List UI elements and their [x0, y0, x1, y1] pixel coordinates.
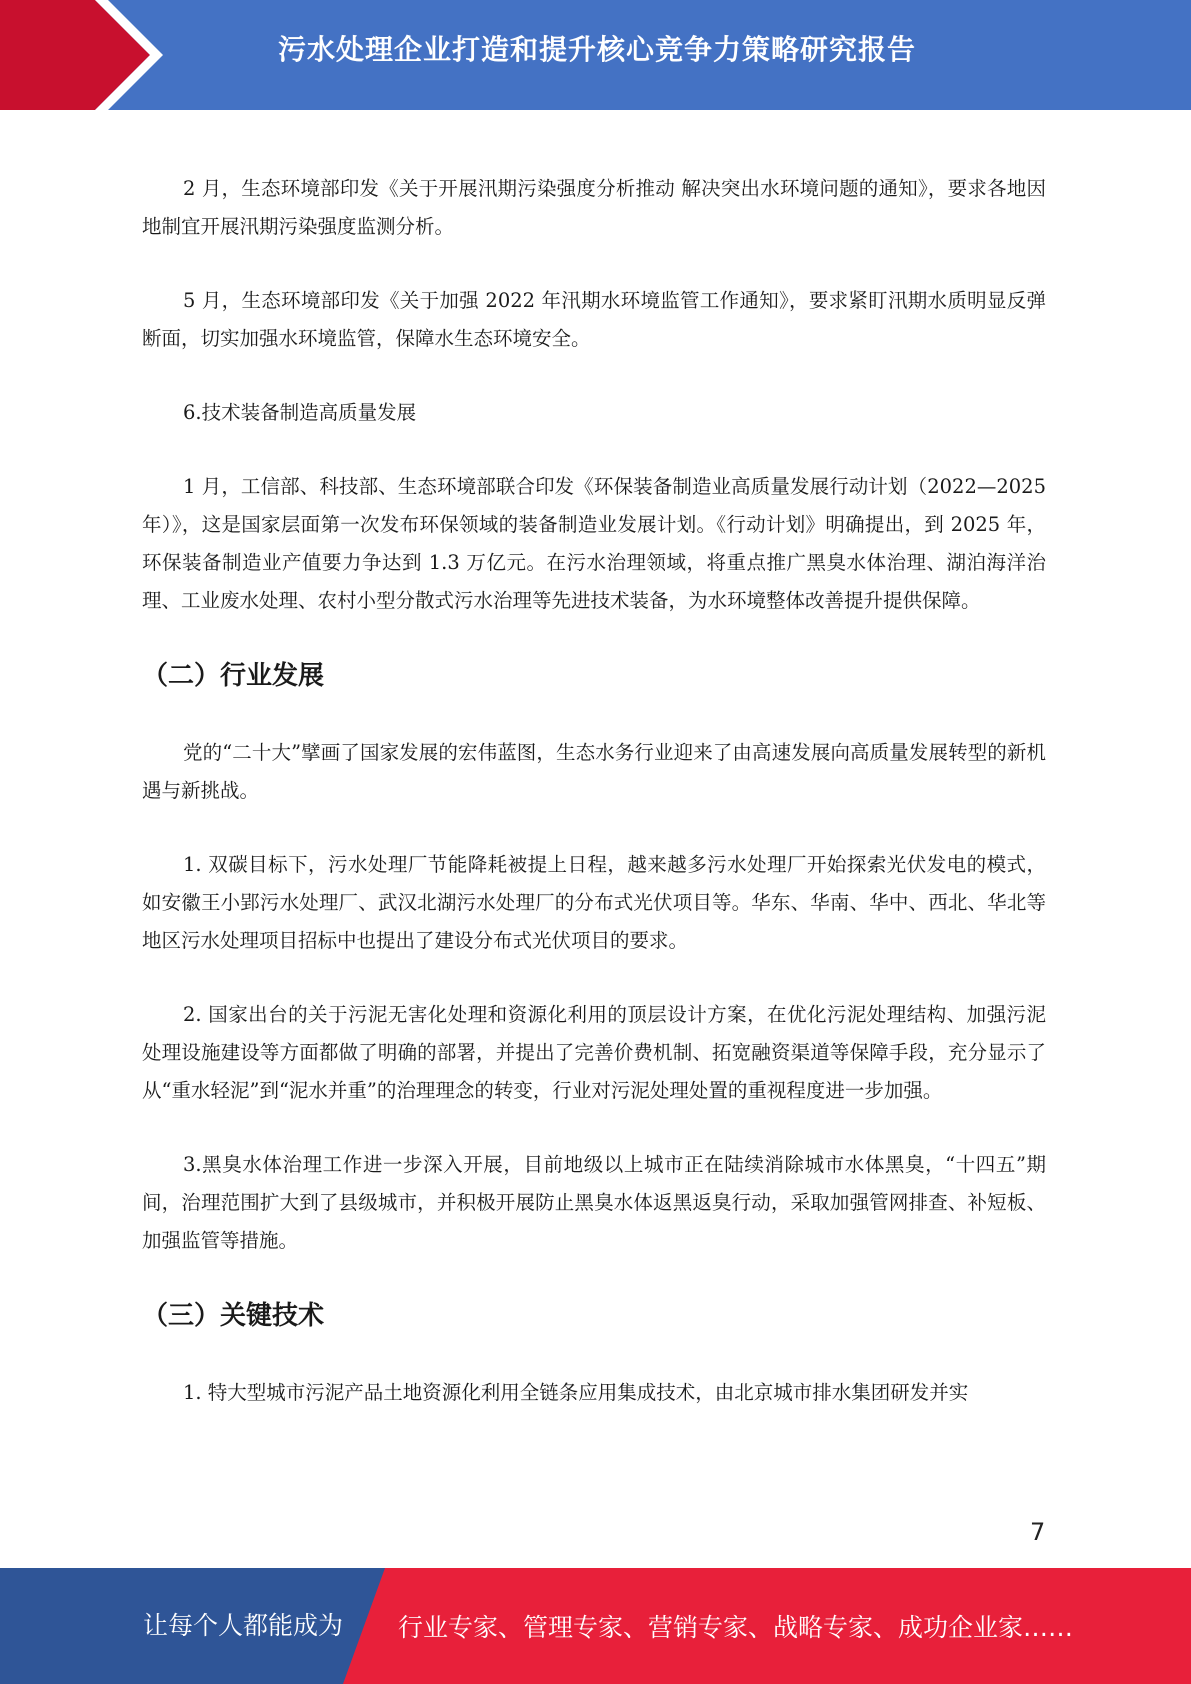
report-title: 污水处理企业打造和提升核心竞争力策略研究报告	[278, 33, 917, 66]
paragraph: 2. 国家出台的关于污泥无害化处理和资源化利用的顶层设计方案，在优化污泥处理结构、加强污泥处理设施建设等方面都做了明确的部署，并提出了完善价费机制、拓宽融资渠道等保障手段，充分显示了从“重水轻泥”到“泥水并重”的治理理念的转变，行业对污泥处理处置的重视程度进一步加强。	[142, 1003, 1046, 1102]
subsection-title: 6.技术装备制造高质量发展	[183, 401, 417, 424]
paragraph: 1. 双碳目标下，污水处理厂节能降耗被提上日程，越来越多污水处理厂开始探索光伏发电的模式，如安徽王小郢污水处理厂、武汉北湖污水处理厂的分布式光伏项目等。华东、华南、华中、西北、华北等地区污水处理项目招标中也提出了建设分布式光伏项目的要求。	[142, 853, 1046, 952]
paragraph: 2 月，生态环境部印发《关于开展汛期污染强度分析推动 解决突出水环境问题的通知》，要求各地因地制宜开展汛期污染强度监测分析。	[142, 177, 1046, 238]
section-heading: （二）行业发展	[142, 661, 325, 691]
paragraph: 1 月，工信部、科技部、生态环境部联合印发《环保装备制造业高质量发展行动计划（2022—2025 年）》，这是国家层面第一次发布环保领域的装备制造业发展计划。《行动计划》明确提出，到 2025 年，环保装备制造业产值要力争达到 1.3 万亿元。在污水治理领域，将重点推广黑臭水体治理、湖泊海洋治理、工业废水处理、农村小型分散式污水治理等先进技术装备，为水环境整体改善提升提供保障。	[142, 475, 1046, 612]
page-number: 7	[1030, 1518, 1046, 1546]
document-body	[142, 170, 1046, 1448]
footer-slogan-left: 让每个人都能成为	[143, 1611, 344, 1640]
page-header	[0, 0, 1191, 110]
red-arrow-shape	[0, 0, 150, 110]
paragraph: 3.黑臭水体治理工作进一步深入开展，目前地级以上城市正在陆续消除城市水体黑臭，“十四五”期间，治理范围扩大到了县级城市，并积极开展防止黑臭水体返黑返臭行动，采取加强管网排查、补短板、加强监管等措施。	[142, 1153, 1046, 1252]
paragraph: 1. 特大型城市污泥产品土地资源化利用全链条应用集成技术，由北京城市排水集团研发并实	[183, 1381, 969, 1404]
footer-slogan-right: 行业专家、管理专家、营销专家、战略专家、成功企业家……	[398, 1613, 1074, 1642]
paragraph: 党的“二十大”擘画了国家发展的宏伟蓝图，生态水务行业迎来了由高速发展向高质量发展转型的新机遇与新挑战。	[142, 741, 1046, 802]
section-heading: （三）关键技术	[142, 1301, 325, 1331]
page-footer	[0, 1568, 1191, 1684]
paragraph: 5 月，生态环境部印发《关于加强 2022 年汛期水环境监管工作通知》，要求紧盯汛期水质明显反弹断面，切实加强水环境监管，保障水生态环境安全。	[142, 289, 1046, 350]
